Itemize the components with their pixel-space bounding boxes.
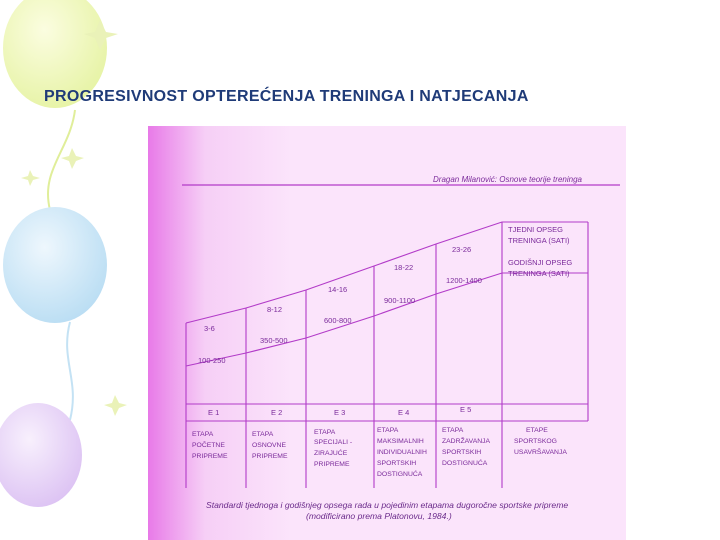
scanned-figure <box>148 126 626 540</box>
stage-2-desc-line: OSNOVNE <box>252 442 286 449</box>
stage-3-code: E 3 <box>334 408 346 417</box>
stage-1-desc-line: ETAPA <box>192 431 214 438</box>
stage-5-desc-line: DOSTIGNUĆA <box>442 460 488 467</box>
stage-1-annual: 100-250 <box>198 356 226 365</box>
stage-5-annual: 1200-1400 <box>446 276 482 285</box>
legend-weekly-line1: TJEDNI OPSEG <box>508 225 564 234</box>
stage-4-weekly: 18-22 <box>394 263 414 272</box>
stage-2-annual: 350-500 <box>260 336 288 345</box>
stage-6-desc-line: SPORTSKOG <box>514 438 557 445</box>
stage-5-desc-line: ETAPA <box>442 427 464 434</box>
stage-6-desc-line: USAVRŠAVANJA <box>514 449 567 456</box>
stage-6-desc-line: ETAPE <box>526 427 548 434</box>
stage-4-desc-line: INDIVIDUALNIH <box>377 449 427 456</box>
stage-4-desc-line: SPORTSKIH <box>377 460 417 467</box>
stage-2-desc-line: PRIPREME <box>252 453 288 460</box>
stage-1-code: E 1 <box>208 408 220 417</box>
stage-5-desc-line: ZADRŽAVANJA <box>442 438 491 445</box>
stage-4-desc-line: ETAPA <box>377 427 399 434</box>
stage-1-desc-line: PRIPREME <box>192 453 228 460</box>
slide-title: PROGRESIVNOST OPTEREĆENJA TRENINGA I NATJECANJA <box>44 88 529 105</box>
stage-3-desc-line: ZIRAJUĆE <box>314 450 348 457</box>
legend-annual-line1: GODIŠNJI OPSEG <box>508 258 573 267</box>
stage-5-weekly: 23-26 <box>452 245 472 254</box>
stage-5-desc-line: SPORTSKIH <box>442 449 482 456</box>
legend-weekly-line2: TRENINGA (SATI) <box>508 236 570 245</box>
stage-4-desc-line: MAKSIMALNIH <box>377 438 424 445</box>
stage-1-desc-line: POČETNE <box>192 442 225 449</box>
legend-annual-line2: TRENINGA (SATI) <box>508 269 570 278</box>
stage-3-annual: 600-800 <box>324 316 352 325</box>
stage-4-annual: 900-1100 <box>384 296 416 305</box>
stage-4-code: E 4 <box>398 408 410 417</box>
figure-caption-line1: Standardi tjednoga i godišnjeg opsega rada u pojedinim etapama dugoročne sportske pripreme <box>206 500 569 510</box>
source-credit: Dragan Milanović: Osnove teorije treninga <box>433 175 582 184</box>
stage-2-desc-line: ETAPA <box>252 431 274 438</box>
figure-caption-line2: (modificirano prema Platonovu, 1984.) <box>306 511 452 521</box>
blue-balloon-icon <box>3 207 107 420</box>
stage-2-code: E 2 <box>271 408 283 417</box>
stage-5-code: E 5 <box>460 405 472 414</box>
stage-1-weekly: 3-6 <box>204 324 215 333</box>
stage-3-desc-line: PRIPREME <box>314 461 350 468</box>
stage-4-desc-line: DOSTIGNUĆA <box>377 471 423 478</box>
stage-3-desc-line: ETAPA <box>314 429 336 436</box>
scanned-figure-drawing <box>148 126 626 540</box>
stage-3-weekly: 14-16 <box>328 285 348 294</box>
stage-2-weekly: 8-12 <box>267 305 283 314</box>
stage-3-desc-line: SPECIJALI - <box>314 439 353 446</box>
